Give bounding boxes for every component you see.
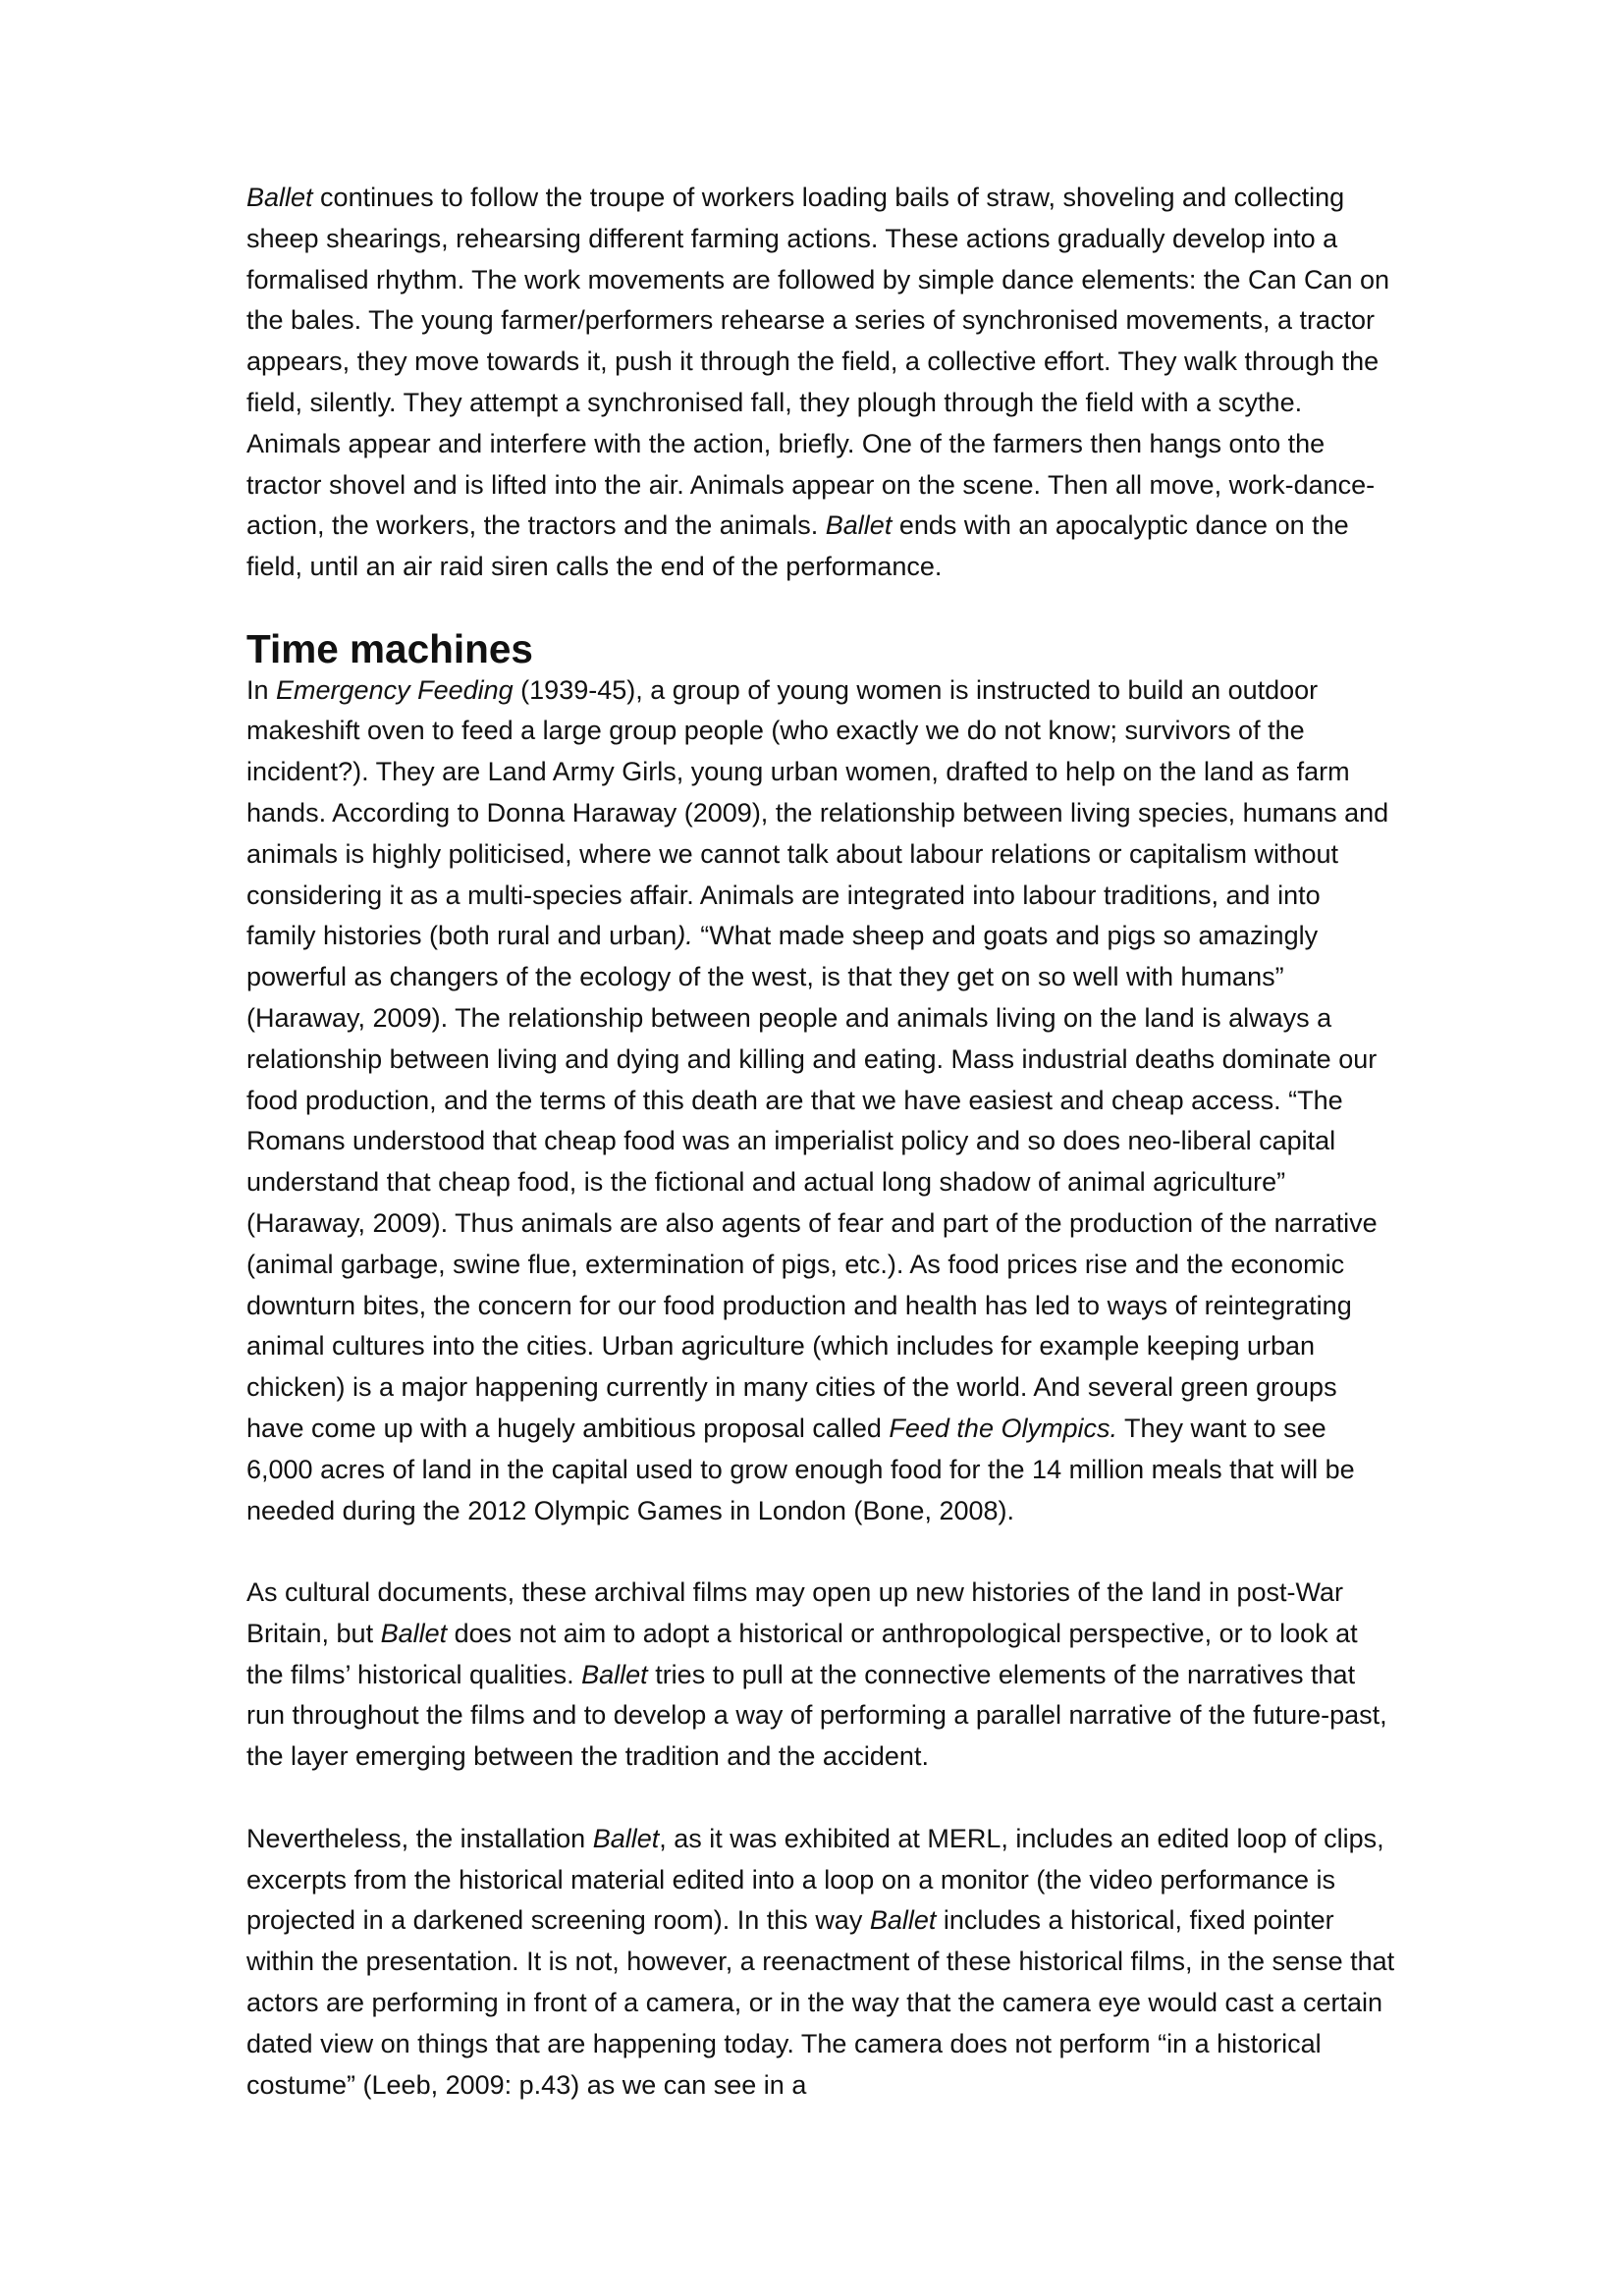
body-text: continues to follow the troupe of workers loading bails of straw, shoveling and collecting sheep shearings, rehearsing different farming actions. These actions gradually develop into a formalised rhythm. The work movements are followed by simple dance elements: the Can Can on the bales. The young farmer/performers rehearse a series of synchronised movements, a tractor appears, they move towards it, push it through the field, a collective effort. They walk through the field, silently. They attempt a synchronised fall, they plough through the field with a scythe. Animals appear and interfere with the action, briefly. One of the farmers then hangs onto the tractor shovel and is lifted into the air. Animals appear on the scene. Then all move, work-dance-action, the workers, the tractors and the animals. — [246, 183, 1390, 541]
body-text: In — [246, 674, 277, 705]
document-page — [246, 178, 1395, 2106]
body-text: tries to pull at the connective elements of the narratives that run throughout the films and to develop a way of performing a parallel narrative of the future-past, the layer emerging between the tradition and the accident. — [246, 1659, 1387, 1772]
work-title: Ballet — [825, 510, 893, 541]
proposal-title: Feed the Olympics. — [889, 1413, 1117, 1443]
italic-punctuation: ). — [677, 921, 693, 951]
paragraph-installation — [246, 1819, 1395, 2107]
body-text: includes a historical, fixed pointer within the presentation. It is not, however, a reenactment of these historical films, in the sense that actors are performing in front of a camera, or in the way that the camera eye would cast a certain dated view on things that are happening today. The camera does not perform “in a historical costume” (Leeb, 2009: p.43) as we can see in a — [246, 1905, 1395, 2100]
paragraph-emergency-feeding — [246, 670, 1395, 1532]
body-text: As cultural documents, these archival films may open up new histories of the land in post-War Britain, but — [246, 1577, 1344, 1648]
film-title: Emergency Feeding — [276, 674, 514, 705]
body-text: (1939-45), a group of young women is instructed to build an outdoor makeshift oven to feed a large group people (who exactly we do not know; survivors of the incident?). They are Land Army Girls, young urban women, drafted to help on the land as farm hands. According to Donna Haraway (2009), the relationship between living species, humans and animals is highly politicised, where we cannot talk about labour relations or capitalism without considering it as a multi-species affair. Animals are integrated into labour traditions, and into family histories (both rural and urban — [246, 674, 1389, 951]
body-text: They want to see 6,000 acres of land in the capital used to grow enough food for the 14 million meals that will be needed during the 2012 Olympic Games in London (Bone, 2008). — [246, 1413, 1355, 1525]
body-text: ends with an apocalyptic dance on the field, until an air raid siren calls the end of the performance. — [246, 510, 1349, 582]
work-title: Ballet — [869, 1905, 937, 1936]
body-text: “What made sheep and goats and pigs so amazingly powerful as changers of the ecology of the west, is that they get on so well with humans” (Haraway, 2009). The relationship between people and animals living on the land is always a relationship between living and dying and killing and eating. Mass industrial deaths dominate our food production, and the terms of this death are that we have easiest and cheap access. “The Romans understood that cheap food was an imperialist policy and so does neo-liberal capital understand that cheap food, is the fictional and actual long shadow of animal agriculture” (Haraway, 2009). Thus animals are also agents of fear and part of the production of the narrative (animal garbage, swine flue, extermination of pigs, etc.). As food prices rise and the economic downturn bites, the concern for our food production and health has led to ways of reintegrating animal cultures into the cities. Urban agriculture (which includes for example keeping urban chicken) is a major happening currently in many cities of the world. And several green groups have come up with a hugely ambitious proposal called — [246, 921, 1378, 1443]
body-text: does not aim to adopt a historical or anthropological perspective, or to look at the films’ historical qualities. — [246, 1618, 1358, 1689]
body-text: Nevertheless, the installation — [246, 1823, 593, 1853]
section-heading: Time machines — [246, 625, 533, 671]
work-title: Ballet — [246, 183, 313, 212]
paragraph-ballet-description — [246, 178, 1395, 588]
work-title: Ballet — [380, 1618, 448, 1648]
work-title: Ballet — [581, 1659, 648, 1689]
work-title: Ballet — [592, 1823, 660, 1853]
body-text: , as it was exhibited at MERL, includes an edited loop of clips, excerpts from the historical material edited into a loop on a monitor (the video performance is projected in a darkened screening room). In this way — [246, 1823, 1384, 1936]
paragraph-cultural-documents — [246, 1573, 1395, 1778]
